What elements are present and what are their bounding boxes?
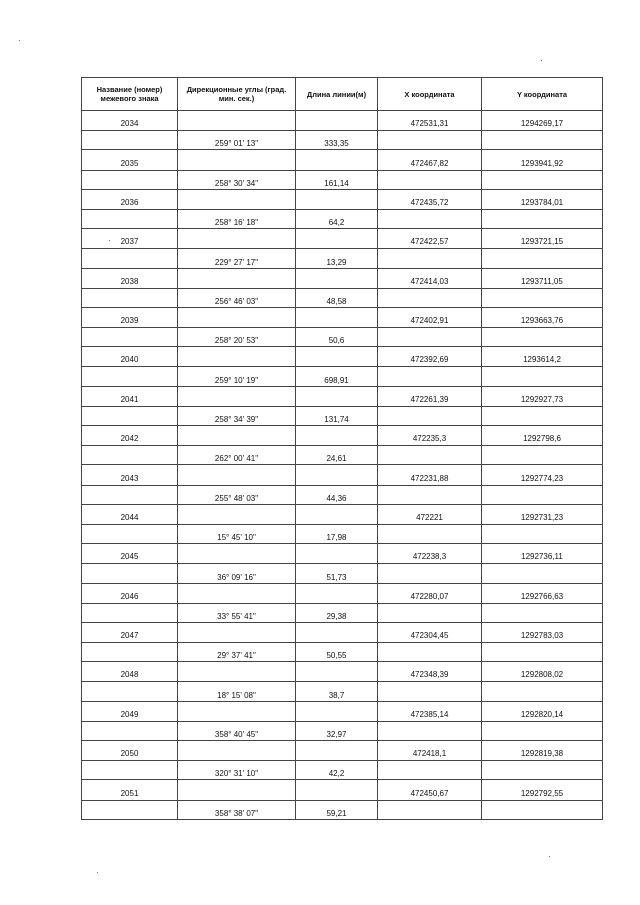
y-cell-empty (482, 406, 603, 425)
point-name: 2050 (82, 741, 178, 761)
x-cell-empty (378, 485, 482, 504)
line-length: 698,91 (296, 367, 378, 386)
length-cell-empty (296, 426, 378, 446)
name-cell-empty (82, 485, 178, 504)
point-name: 2034 (82, 111, 178, 131)
direction-angle: 18° 15' 08" (178, 682, 296, 701)
length-cell-empty (296, 347, 378, 367)
x-cell-empty (378, 761, 482, 780)
x-coordinate: 472531,31 (378, 111, 482, 131)
length-cell-empty (296, 229, 378, 249)
x-coordinate: 472435,72 (378, 189, 482, 209)
angle-cell-empty (178, 622, 296, 642)
angle-cell-empty (178, 150, 296, 170)
angle-cell-empty (178, 111, 296, 131)
y-cell-empty (482, 249, 603, 268)
y-cell-empty (482, 643, 603, 662)
angle-cell-empty (178, 701, 296, 721)
x-coordinate: 472467,82 (378, 150, 482, 170)
x-coordinate: 472392,69 (378, 347, 482, 367)
line-length: 48,58 (296, 288, 378, 307)
x-coordinate: 472280,07 (378, 583, 482, 603)
y-cell-empty (482, 761, 603, 780)
angle-cell-empty (178, 189, 296, 209)
table-row-segment (82, 682, 603, 701)
x-cell-empty (378, 564, 482, 583)
length-cell-empty (296, 622, 378, 642)
angle-cell-empty (178, 268, 296, 288)
point-name: 2039 (82, 307, 178, 327)
length-cell-empty (296, 386, 378, 406)
x-coordinate: 472422,57 (378, 229, 482, 249)
y-cell-empty (482, 131, 603, 150)
direction-angle: 258° 16' 18" (178, 209, 296, 228)
y-cell-empty (482, 485, 603, 504)
table-row-point (82, 504, 603, 524)
point-name: 2035 (82, 150, 178, 170)
y-coordinate: 1292736,11 (482, 544, 603, 564)
y-coordinate: 1292766,63 (482, 583, 603, 603)
line-length: 64,2 (296, 209, 378, 228)
direction-angle: 358° 38' 07" (178, 800, 296, 819)
point-name: 2051 (82, 780, 178, 800)
scan-speck (19, 40, 20, 41)
direction-angle: 258° 34' 39" (178, 406, 296, 425)
line-length: 333,35 (296, 131, 378, 150)
point-name: 2049 (82, 701, 178, 721)
length-cell-empty (296, 189, 378, 209)
table-row-point (82, 544, 603, 564)
y-cell-empty (482, 367, 603, 386)
y-cell-empty (482, 170, 603, 189)
table-row-point (82, 701, 603, 721)
name-cell-empty (82, 367, 178, 386)
table-row-point (82, 426, 603, 446)
x-cell-empty (378, 721, 482, 740)
angle-cell-empty (178, 307, 296, 327)
table-row-segment (82, 643, 603, 662)
line-length: 17,98 (296, 524, 378, 543)
x-coordinate: 472231,88 (378, 465, 482, 485)
y-cell-empty (482, 524, 603, 543)
name-cell-empty (82, 682, 178, 701)
point-name: 2037 (82, 229, 178, 249)
line-length: 59,21 (296, 800, 378, 819)
x-cell-empty (378, 367, 482, 386)
table-row-point (82, 150, 603, 170)
scan-speck (109, 240, 110, 241)
y-coordinate: 1293721,15 (482, 229, 603, 249)
line-length: 29,38 (296, 603, 378, 622)
length-cell-empty (296, 780, 378, 800)
name-cell-empty (82, 170, 178, 189)
table-row-segment (82, 170, 603, 189)
direction-angle: 259° 01' 13" (178, 131, 296, 150)
direction-angle: 262° 00' 41" (178, 446, 296, 465)
point-name: 2038 (82, 268, 178, 288)
x-cell-empty (378, 682, 482, 701)
y-coordinate: 1293941,92 (482, 150, 603, 170)
point-name: 2040 (82, 347, 178, 367)
line-length: 32,97 (296, 721, 378, 740)
table-row-point (82, 307, 603, 327)
line-length: 131,74 (296, 406, 378, 425)
x-coordinate: 472385,14 (378, 701, 482, 721)
x-coordinate: 472304,45 (378, 622, 482, 642)
name-cell-empty (82, 209, 178, 228)
line-length: 42,2 (296, 761, 378, 780)
x-coordinate: 472450,67 (378, 780, 482, 800)
y-coordinate: 1292731,23 (482, 504, 603, 524)
angle-cell-empty (178, 504, 296, 524)
coordinates-table (81, 77, 603, 820)
name-cell-empty (82, 524, 178, 543)
direction-angle: 229° 27' 17" (178, 249, 296, 268)
name-cell-empty (82, 406, 178, 425)
header-angle: Дирекционные углы (град. мин. сек.) (178, 78, 296, 111)
angle-cell-empty (178, 426, 296, 446)
line-length: 51,73 (296, 564, 378, 583)
point-name: 2044 (82, 504, 178, 524)
point-name: 2047 (82, 622, 178, 642)
table-row-point (82, 386, 603, 406)
header-y: Y координата (482, 78, 603, 111)
line-length: 44,36 (296, 485, 378, 504)
y-cell-empty (482, 209, 603, 228)
direction-angle: 36° 09' 16" (178, 564, 296, 583)
direction-angle: 255° 48' 03" (178, 485, 296, 504)
x-coordinate: 472261,39 (378, 386, 482, 406)
direction-angle: 320° 31' 10" (178, 761, 296, 780)
table-row-point (82, 780, 603, 800)
scan-speck (97, 872, 98, 873)
name-cell-empty (82, 131, 178, 150)
angle-cell-empty (178, 544, 296, 564)
angle-cell-empty (178, 780, 296, 800)
direction-angle: 33° 55' 41" (178, 603, 296, 622)
x-coordinate: 472414,03 (378, 268, 482, 288)
name-cell-empty (82, 603, 178, 622)
header-name: Название (номер) межевого знака (82, 78, 178, 111)
name-cell-empty (82, 721, 178, 740)
x-cell-empty (378, 643, 482, 662)
table-row-point (82, 111, 603, 131)
length-cell-empty (296, 504, 378, 524)
direction-angle: 29° 37' 41" (178, 643, 296, 662)
angle-cell-empty (178, 386, 296, 406)
name-cell-empty (82, 249, 178, 268)
name-cell-empty (82, 761, 178, 780)
name-cell-empty (82, 564, 178, 583)
y-coordinate: 1292798,6 (482, 426, 603, 446)
point-name: 2041 (82, 386, 178, 406)
line-length: 38,7 (296, 682, 378, 701)
x-cell-empty (378, 249, 482, 268)
table-row-segment (82, 367, 603, 386)
y-coordinate: 1293663,76 (482, 307, 603, 327)
y-coordinate: 1292774,23 (482, 465, 603, 485)
table-row-segment (82, 721, 603, 740)
x-cell-empty (378, 288, 482, 307)
table-header-row (82, 78, 603, 111)
y-cell-empty (482, 446, 603, 465)
y-coordinate: 1293784,01 (482, 189, 603, 209)
y-coordinate: 1293711,05 (482, 268, 603, 288)
table-row-point (82, 189, 603, 209)
line-length: 24,61 (296, 446, 378, 465)
y-coordinate: 1294269,17 (482, 111, 603, 131)
y-coordinate: 1292783,03 (482, 622, 603, 642)
length-cell-empty (296, 111, 378, 131)
line-length: 50,55 (296, 643, 378, 662)
table-row-segment (82, 131, 603, 150)
table-row-point (82, 583, 603, 603)
length-cell-empty (296, 662, 378, 682)
direction-angle: 358° 40' 45" (178, 721, 296, 740)
angle-cell-empty (178, 229, 296, 249)
table-row-segment (82, 761, 603, 780)
line-length: 13,29 (296, 249, 378, 268)
x-coordinate: 472418,1 (378, 741, 482, 761)
angle-cell-empty (178, 741, 296, 761)
scan-speck (541, 60, 542, 61)
x-cell-empty (378, 406, 482, 425)
length-cell-empty (296, 583, 378, 603)
direction-angle: 258° 30' 34" (178, 170, 296, 189)
x-cell-empty (378, 524, 482, 543)
name-cell-empty (82, 446, 178, 465)
y-coordinate: 1292927,73 (482, 386, 603, 406)
length-cell-empty (296, 150, 378, 170)
table-row-segment (82, 524, 603, 543)
direction-angle: 259° 10' 19" (178, 367, 296, 386)
table-row-segment (82, 800, 603, 819)
x-cell-empty (378, 446, 482, 465)
name-cell-empty (82, 328, 178, 347)
name-cell-empty (82, 643, 178, 662)
y-coordinate: 1292820,14 (482, 701, 603, 721)
table-row-segment (82, 209, 603, 228)
line-length: 161,14 (296, 170, 378, 189)
header-x: X координата (378, 78, 482, 111)
table-row-point (82, 229, 603, 249)
angle-cell-empty (178, 662, 296, 682)
table-row-segment (82, 564, 603, 583)
y-cell-empty (482, 603, 603, 622)
point-name: 2048 (82, 662, 178, 682)
table-row-segment (82, 446, 603, 465)
point-name: 2045 (82, 544, 178, 564)
angle-cell-empty (178, 583, 296, 603)
y-cell-empty (482, 328, 603, 347)
angle-cell-empty (178, 347, 296, 367)
point-name: 2042 (82, 426, 178, 446)
x-cell-empty (378, 170, 482, 189)
name-cell-empty (82, 800, 178, 819)
line-length: 50,6 (296, 328, 378, 347)
table-row-segment (82, 249, 603, 268)
x-coordinate: 472348,39 (378, 662, 482, 682)
scan-speck (549, 856, 550, 857)
y-coordinate: 1292792,55 (482, 780, 603, 800)
table-row-point (82, 268, 603, 288)
x-coordinate: 472235,3 (378, 426, 482, 446)
direction-angle: 15° 45' 10" (178, 524, 296, 543)
header-length: Длина линии(м) (296, 78, 378, 111)
direction-angle: 258° 20' 53" (178, 328, 296, 347)
x-coordinate: 472238,3 (378, 544, 482, 564)
x-cell-empty (378, 209, 482, 228)
x-cell-empty (378, 328, 482, 347)
point-name: 2043 (82, 465, 178, 485)
table-row-point (82, 741, 603, 761)
y-cell-empty (482, 682, 603, 701)
x-coordinate: 472402,91 (378, 307, 482, 327)
point-name: 2046 (82, 583, 178, 603)
angle-cell-empty (178, 465, 296, 485)
length-cell-empty (296, 268, 378, 288)
table-row-point (82, 347, 603, 367)
length-cell-empty (296, 701, 378, 721)
y-cell-empty (482, 721, 603, 740)
x-cell-empty (378, 800, 482, 819)
y-coordinate: 1292819,38 (482, 741, 603, 761)
name-cell-empty (82, 288, 178, 307)
table-row-segment (82, 485, 603, 504)
table-row-segment (82, 288, 603, 307)
table-row-segment (82, 406, 603, 425)
y-cell-empty (482, 564, 603, 583)
table-row-point (82, 622, 603, 642)
y-cell-empty (482, 800, 603, 819)
x-cell-empty (378, 603, 482, 622)
y-cell-empty (482, 288, 603, 307)
length-cell-empty (296, 741, 378, 761)
table-row-segment (82, 603, 603, 622)
table-row-point (82, 465, 603, 485)
length-cell-empty (296, 544, 378, 564)
table-body (82, 111, 603, 820)
table-row-segment (82, 328, 603, 347)
x-coordinate: 472221 (378, 504, 482, 524)
y-coordinate: 1293614,2 (482, 347, 603, 367)
length-cell-empty (296, 307, 378, 327)
y-coordinate: 1292808,02 (482, 662, 603, 682)
point-name: 2036 (82, 189, 178, 209)
length-cell-empty (296, 465, 378, 485)
x-cell-empty (378, 131, 482, 150)
table-row-point (82, 662, 603, 682)
direction-angle: 256° 46' 03" (178, 288, 296, 307)
